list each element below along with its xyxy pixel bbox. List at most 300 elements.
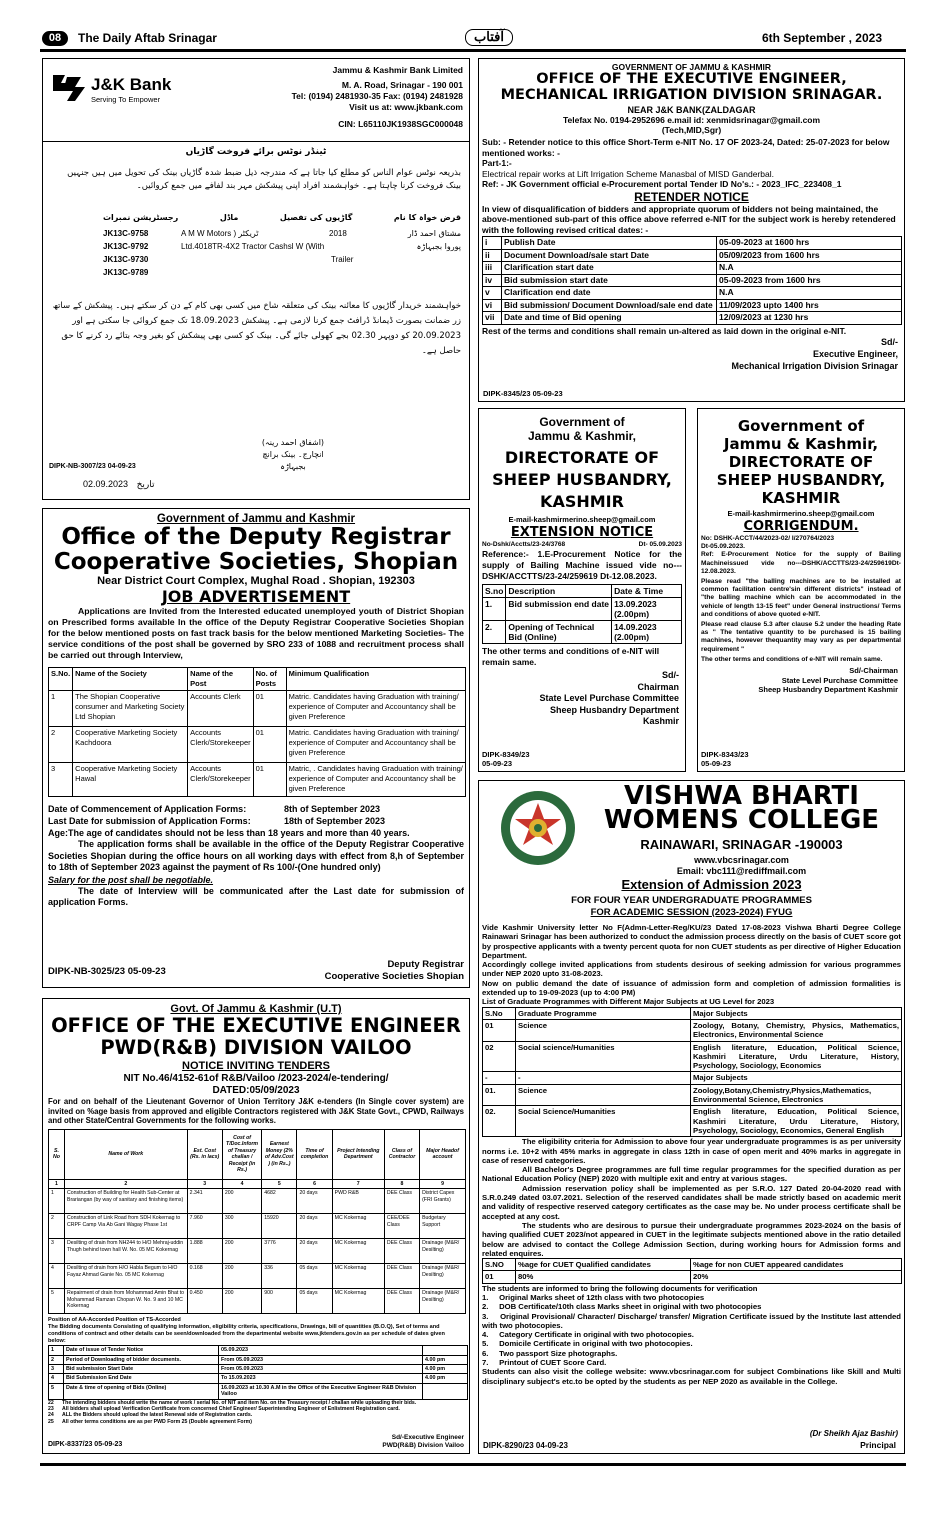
pwd-cell: 2 [49,1214,65,1239]
coop-date-1-value: 8th of September 2023 [284,804,381,814]
coop-cell: 2 [49,727,73,763]
sheep1-s1: Chairman [637,681,679,692]
college-th: Graduate Programme [516,1007,691,1019]
mech-irrigation-ad [478,58,905,402]
mech-row-item: Clarification end date [502,287,717,300]
coop-shopian-ad [42,508,470,988]
pwd-cell: 3776 [262,1239,297,1264]
vehicle-row [103,253,461,266]
sheep2-title-2: SHEEP HUSBANDRY, [716,471,886,489]
mech-row-num: i [483,237,502,250]
jkbank-ad [42,58,470,500]
paper-name: The Daily Aftab Srinagar [78,31,217,45]
pwd-sched-date: To 15.09.2023 [219,1374,423,1383]
college-p2: Accordingly college invited applications from students desirous of seeking admission for various programmes under NEP 2020 upto 31-08-2023. [482,960,901,979]
mech-row-item: Document Download/sale start Date [502,249,717,262]
pwd-th: Cost of T/Doc.Inform of Treasury challan / Receipt (in Rs.) [222,1129,261,1179]
coop-notice: JOB ADVERTISEMENT [161,587,351,606]
sheep1-s3: Sheep Husbandry Department [549,704,679,715]
coop-th: Name of the Post [188,668,253,691]
college-qh: S.NO [483,1259,516,1271]
mech-date-row [483,262,902,275]
header-rule [40,49,906,52]
mech-dates-table [482,236,902,325]
college-qr: 80% [516,1271,691,1283]
college-docs-list [482,1292,904,1368]
sheep1-cell: 2. [483,621,506,644]
masthead-logo: آفتاب [465,29,513,46]
sheep2-sign [698,666,904,695]
pwd-note-num: 25 [48,1418,54,1425]
pwd-sched-num: 2 [49,1355,64,1364]
mech-subject: Sub: - Retender notice to this office Short-Term e-NIT No. 17 OF 2023-24, Dated: 25-07-2023 for below mentioned works: - [482,137,890,158]
coop-salary: Salary for the post shall be negotiable. [48,874,214,885]
coop-near: Near District Court Complex, Mughal Road . Shopian, 192303 [97,575,415,587]
sheep-corrigendum-ad [697,408,905,772]
mech-row-item: Bid submission/ Document Download/sale end date [502,299,717,312]
sheep2-ref: Ref: E-Procurement Notice for the supply of Bailing Machineissued vide no---DSHK/ACCTTS/23-24/259619Dt-12.08.2023. [701,551,901,575]
jkbank-contact [292,65,463,130]
college-cell: English literature, Education, Political Science, Kashmiri Literature, Urdu Literature, History, Psychology, Sociology, Economics, General English [691,1106,902,1137]
college-doc-item: 3. Original Provisional/ Character/ Discharge/ transfer/ Migration Certificate issued by the Institute last attended with two photocopies. [482,1311,904,1330]
college-doc-item: 2. DOB Certificate/10th class Marks sheet in original with two photocopies [482,1302,762,1312]
pwd-sched-date: 16.09.2023 at 10.30 A.M in the Office of the Executive Engineer R&B Division Vailoo [219,1383,423,1399]
mech-date-row [483,299,902,312]
pwd-note-num: 23 [48,1406,54,1413]
sheep2-sd: Sd/-Chairman [849,666,898,676]
pwd-sched-item: Bid Submission End Date [64,1374,219,1383]
vehicle-reg: JK13C-9792 [103,242,149,251]
pwd-cell: MC Kokernag [332,1289,384,1314]
mech-row-num: iv [483,274,502,287]
mech-row-num: vii [483,312,502,325]
sheep2-govt-2: Jammu & Kashmir, [723,435,879,453]
pwd-cell: PWD R&B [332,1189,384,1214]
pwd-cell: 15920 [262,1214,297,1239]
pwd-work-row [49,1289,466,1314]
pwd-cell: DEE Class [384,1264,419,1289]
pwd-cell: 5 [49,1289,65,1314]
jkbank-cin: CIN: L65110JK1938SGC000048 [338,119,463,129]
pwd-schedule [48,1345,468,1399]
pwd-cell: 1 [49,1189,65,1214]
sheep2-notice: CORRIGENDUM. [743,519,859,534]
pwd-cell: DEE Class [384,1289,419,1314]
jkbank-visit: Visit us at: www.jkbank.com [349,102,463,112]
college-final: Students can also visit the college website: www.vbcsrinagar.com for subject Combinations like Skill and Multi disciplinary subject's etc.to be opted by the students as per NEP 2020 as available in the College. [482,1367,901,1386]
coop-cell: 01 [253,763,286,797]
college-cell: English literature, Education, Political Science, Kashmiri Literature, Urdu Literature, History, Psychology, Sociology, Economics [691,1041,902,1072]
pwd-ref: DIPK-8337/23 05-09-23 [48,1441,123,1448]
sheep1-title-3: KASHMIR [540,492,624,511]
sheep2-dt: Dt-05.09.2023. [701,543,745,551]
sheep1-other: The other terms and conditions of e-NIT will remain same. [482,646,660,667]
coop-cell: Matric. Candidates having Graduation with training/ experience of Computer and Accountancy shall be given Preference [286,691,465,727]
mech-date-row [483,287,902,300]
college-th: S.No [483,1007,516,1019]
college-principal: Principal [860,1440,896,1450]
jkbank-emblem-icon [51,71,87,105]
pwd-cell: MC Kokernag [332,1239,384,1264]
mech-ref: Ref: - JK Government official e-Procurement portal Tender ID No's.: - 2023_IFC_223408_1 [482,179,842,189]
pwd-vailoo-ad [42,998,470,1454]
pwd-sched-item: Bid submission Start Date [64,1365,219,1374]
mech-telefax: Telefax No. 0194-2952696 e.mail id: xenmidsrinagar@gmail.com [562,115,821,125]
sheep1-cell: Opening of Technical Bid (Online) [506,621,612,644]
pwd-col-num: 9 [420,1179,466,1188]
pwd-sched-time: 4.00 pm [423,1365,468,1374]
mech-row-value: 11/09/2023 upto 1400 hrs [717,299,902,312]
pwd-cell: 200 [222,1239,261,1264]
pwd-sched-time [423,1346,468,1355]
mech-row-item: Clarification start date [502,262,717,275]
college-extension: Extension of Admission 2023 [621,877,802,892]
pwd-work-row [49,1264,466,1289]
jkbank-urdu-body: خواہشمند خریدار گاڑیوں کا معائنہ بینک کی متعلقہ شاخ میں کسی بھی کام کے دن کر سکتے ہیں۔ پیشکش کے ساتھ زر ضمانت بصورت ڈیمانڈ ڈرافٹ جمع کرنا لازمی ہے۔ پیشکش 18.09.2023 تک جمع کروائی جا سکتی ہے اور 20.09.2023 کو دوپہر 02.30 بجے کھولی جائے گی۔ بینک کو کسی بھی پیشکش کو بغیر وجہ بتائے رد کرنے کا حق حاصل ہے۔ [52,301,461,356]
pwd-th: Major Headof account [420,1129,466,1179]
sheep2-title-3: KASHMIR [761,489,841,507]
coop-cell: 1 [49,691,73,727]
pwd-note-text: All bidders shall upload Verification Certificate from concerned Chief Engineer/ Superintending Engineer of Enlistment Registration card. [62,1406,400,1413]
college-list: List of Graduate Programmes with Different Major Subjects at UG Level for 2023 [482,997,775,1007]
jkbank-header-rule [43,141,469,142]
mech-title-1: OFFICE OF THE EXECUTIVE ENGINEER, [536,71,847,87]
coop-cell: Accounts Clerk/Storekeeper [188,727,253,763]
pwd-cell: 20 days [297,1189,332,1214]
sheep1-notice: EXTENSION NOTICE [510,525,654,540]
sheep1-table [482,584,682,644]
jkbank-signer-place: بجبہاڑہ [280,462,306,471]
pwd-sched-num: 5 [49,1383,64,1399]
coop-table [48,667,466,797]
sheep2-ref-2: 05-09-23 [701,759,732,768]
coop-th: Name of the Society [73,668,188,691]
vh-desc: گاڑیوں کی تفصیل [279,213,353,222]
pwd-sched-item: Date of issue of Tender Notice [64,1346,219,1355]
pwd-cell: MC Kokernag [332,1264,384,1289]
coop-date-1-label: Date of Commencement of Application Forms: [48,804,247,814]
mech-row-value: 12/09/2023 at 1230 hrs [717,312,902,325]
coop-date-2-value: 18th of September 2023 [284,816,386,826]
vehicle-desc: Trailer [331,255,354,264]
sheep1-cell: Bid submission end date [506,598,612,621]
pwd-note-text: ALL the Bidders should upload the latest Renewal side of Registration cards. [62,1412,253,1419]
mech-row-value: N.A [717,287,902,300]
vishwa-bharti-ad [478,780,905,1454]
sheep2-p1: Please read "the balling machines are to be installed at common facilitation centre'sin different districts" instead of "the balling machine which can be accommodated in the vehicle of length 13-15 feet" under General instructions/ Terms and conditions of above quoted e-NIT. [701,578,901,618]
pwd-sched-num: 3 [49,1365,64,1374]
pwd-work-row [49,1189,466,1214]
pwd-th: Time of completion [297,1129,332,1179]
sheep1-cell: 14.09.2023 (2.00pm) [612,621,682,644]
pwd-cell: 0.450 [187,1289,222,1314]
pwd-sched-row [49,1365,468,1374]
jkbank-ref: DIPK-NB-3007/23 04-09-23 [49,463,136,470]
pwd-sched-date: From 05.09.2023 [219,1365,423,1374]
pwd-col-num: 5 [262,1179,297,1188]
mech-row-item: Bid submission start date [502,274,717,287]
college-qr: 01 [483,1271,516,1283]
pwd-col-num: 7 [332,1179,384,1188]
pwd-intro: For and on behalf of the Lieutenant Governor of Union Territory J&K e-tenders (In Single cover system) are invited on %age basis from approved and eligible Contractors registered with J&K State Govt., CPWD, Railways and other State/Central Governments for the following works. [48,1097,464,1126]
vehicle-row [103,240,461,253]
sheep1-s2: State Level Purchase Committee [539,693,679,703]
jkbank-address: M. A. Road, Srinagar - 190 001 [341,80,463,90]
vehicle-desc: A M W Motors ) ٹریکٹر [181,229,259,238]
pwd-cell: Construction of Building for Health Sub-Center at Brariangan (by way of sanitary and finishing items) [64,1189,187,1214]
vehicle-row [103,266,461,279]
pwd-th: Project Intending Department [332,1129,384,1179]
mech-sign-1: Executive Engineer, [812,349,898,359]
pwd-col-num: 4 [222,1179,261,1188]
jkbank-signer-title: انچارج۔ بینک برانچ [262,450,324,459]
college-e3: Admission reservation policy shall be implemented as per S.R.O. 127 Dated 20-04-2020 read with S.R.0.249 dated 03.07.2021. Selection of the reserved candidates shall be made strictly based on academic merit and validity of respective reserved category certificates as the case may be. No under process certificate shall be accepted at any cost. [482,1183,901,1221]
pwd-cell: 1.888 [187,1239,222,1264]
coop-date-2-label: Last Date for submission of Application Forms: [48,816,251,826]
college-quota-table [482,1258,902,1284]
coop-cell: Matric. Candidates having Graduation with training/ experience of Computer and Accountancy shall be given Preference [286,727,465,763]
college-cell: Social Science/Humanities [516,1106,691,1137]
pwd-notice: NOTICE INVITING TENDERS [182,1060,330,1072]
pwd-cell: 20 days [297,1214,332,1239]
college-programmes-table [482,1007,902,1138]
pwd-cell: 05 days [297,1289,332,1314]
mech-sign [479,336,904,372]
pwd-sched-row [49,1383,468,1399]
coop-title-1: Office of the Deputy Registrar [61,524,451,550]
coop-interview: The date of Interview will be communicated after the Last date for submission of application Forms. [48,885,464,907]
mech-row-value: 05-09-2023 from 1600 hrs [717,274,902,287]
mech-para: In view of disqualification of bidders and appropriate quorum of bidders not being maintained, the above-mentioned sub-part of this office above referred e-NIT for the subject work is hereby retendered with the following revised critical dates: - [482,203,896,235]
jkbank-tagline: Serving To Empower [91,95,161,104]
sheep1-title-2: SHEEP HUSBANDRY, [492,470,672,489]
mech-sign-2: Mechanical Irrigation Division Srinagar [731,361,898,371]
jkbank-signer: (اشفاق احمد رینہ) [261,438,325,447]
coop-th: No. of Posts [253,668,286,691]
college-doc-item: 5. Domicile Certificate in original with two photocopies. [482,1339,693,1349]
pwd-nit: NIT No.46/4152-61of R&B/Vailoo /2023-2024/e-tendering/ [123,1073,389,1084]
college-web: www.vbcsrinagar.com [694,855,789,865]
pwd-cell: 0.168 [187,1264,222,1289]
pwd-th: Name of Work [64,1129,187,1179]
college-address: RAINAWARI, SRINAGAR -190003 [640,837,843,852]
pwd-work-row [49,1214,466,1239]
college-doc-item: 4. Category Certificate in original with two photocopies. [482,1330,694,1340]
issue-date: 6th September , 2023 [761,31,882,45]
college-cell: 02. [483,1106,516,1137]
sheep2-p3: The other terms and conditions of e-NIT will remain same. [701,655,883,663]
jkbank-date-label: تاریخ [136,479,155,489]
pwd-cell: 20 days [297,1239,332,1264]
pwd-notes [43,1400,469,1426]
coop-date-1 [48,803,464,815]
jkbank-date: 02.09.2023 [83,479,129,489]
pwd-title-2: PWD(R&B) DIVISION VAILOO [100,1036,412,1059]
sheep1-reference: Reference:- 1.E-Procurement Notice for the supply of Bailing Machine issued vide no--- DSHK/ACCTTS/23-24/259619 Dt-12.08.2023. [482,549,682,581]
sheep-extension-ad [478,408,686,772]
college-docs-intro: The students are informed to bring the following documents for verification [482,1283,758,1293]
sheep1-sign [479,670,685,728]
coop-th: S.No. [49,668,73,691]
jkbank-urdu-title: ٹینڈر نوٹس برائے فروخت گاڑیاں [185,147,327,157]
pwd-cell: 300 [222,1214,261,1239]
vehicle-reg: JK13C-9730 [103,255,149,264]
pwd-col-num: 3 [187,1179,222,1188]
pwd-govt: Govt. Of Jammu & Kashmir (U.T) [170,1003,342,1015]
pwd-cell: 3 [49,1239,65,1264]
mech-row-value: 05-09-2023 at 1600 hrs [717,237,902,250]
pwd-title-1: OFFICE OF THE EXECUTIVE ENGINEER [51,1014,461,1037]
coop-sign-1: Deputy Registrar [387,959,464,970]
pwd-cell: 200 [222,1189,261,1214]
pwd-th: Est. Cost (Rs. in lacs) [187,1129,222,1179]
pwd-sched-num: 1 [49,1346,64,1355]
coop-cell: Cooperative Marketing Society Kachdoora [73,727,188,763]
college-seal-icon [499,789,577,867]
pwd-cell: 200 [222,1264,261,1289]
sheep1-email: E-mail-kashmirmerino.sheep@gmail.com [508,515,656,524]
pwd-work-row [49,1239,466,1264]
college-e2: All Bachelor's Degree programmes are full time regular programmes for the specified duration as per National Education Policy (NEP) 2020 with multiple exit and entry at various stages. [482,1165,901,1184]
college-qr: 20% [691,1271,902,1283]
college-cell: Science [516,1084,691,1106]
sheep1-title-1: DIRECTORATE OF [504,448,660,467]
college-for-2: FOR ACADEMIC SESSION (2023-2024) FYUG [590,907,793,918]
pwd-note-text: The intending bidders should write the name of work / serial No. of NIT and item No. on the Treasury receipt / challan while uploading their bids. [62,1399,417,1406]
college-qh: %age for CUET Qualified candidates [516,1259,691,1271]
pwd-sign-2: PWD(R&B) Division Vailoo [382,1442,464,1449]
sheep1-ref [482,750,530,768]
vehicle-desc: Ltd.4018TR-4X2 Tractor Cashsl W (With [181,242,325,251]
coop-title-2: Cooperative Societies, Shopian [53,549,459,575]
mech-notice-title: RETENDER NOTICE [634,189,749,204]
pwd-cell: Budgetary Support [420,1214,466,1239]
vehicle-model: 2018 [329,229,347,238]
college-title-2: WOMENS COLLEGE [603,805,880,835]
coop-sign [325,959,464,983]
mech-title-2: MECHANICAL IRRIGATION DIVISION SRINAGAR. [500,87,883,103]
college-cell: Major Subjects [691,1072,902,1084]
pwd-note-num: 24 [48,1412,54,1419]
pwd-sched-item: Period of Downloading of bidder documents. [64,1355,219,1364]
jkbank-signature-block [213,437,373,473]
coop-govt: Government of Jammu and Kashmir [156,513,356,525]
pwd-sched-time: 4.00 pm [423,1374,468,1383]
sheep2-ref-1: DIPK-8343/23 [701,750,749,759]
vehicle-owner: پوروا بجبہاڑہ [416,242,461,251]
pwd-cell: CEE/DEE Class [384,1214,419,1239]
pwd-col-num: 6 [297,1179,332,1188]
college-cell: Zoology,Botany,Chemistry,Physics,Mathematics, Environmental Science, Electronics [691,1084,902,1106]
pwd-note [48,1419,464,1425]
pwd-cell: 05 days [297,1264,332,1289]
jkbank-logo [51,69,181,109]
vehicle-row [103,227,461,240]
pwd-sched-item: Date & time of opening of Bids (Online) [64,1383,219,1399]
mech-row-value: 05/09/2023 from 1600 hrs [717,249,902,262]
mech-part: Part-1:- [482,158,512,168]
college-cell: 01 [483,1019,516,1041]
pwd-cell: 4 [49,1264,65,1289]
jkbank-urdu-intro: بذریعہ نوٹس عوام الناس کو مطلع کیا جاتا ہے کہ مندرجہ ذیل ضبط شدہ گاڑیاں بینک کی تحویل میں ہیں جنہیں بینک فروخت کرنا چاہتا ہے۔ خواہشمند افراد اپنی پیشکش مہر بند لفافے میں جمع کروائیں۔ [67,168,461,191]
footer-rule [40,1463,906,1466]
coop-cell: 3 [49,763,73,797]
coop-cell: 01 [253,727,286,763]
vh-name: قرض خواہ کا نام [393,213,461,222]
sheep1-sd: Sd/- [662,670,679,680]
page-header [40,31,906,47]
jkbank-vehicle-header [103,211,461,224]
pwd-sign-1: Sd/-Executive Engineer [391,1434,464,1441]
mech-row-num: v [483,287,502,300]
sheep2-s2: Sheep Husbandry Department Kashmir [758,685,898,695]
sheep1-ref-2: 05-09-23 [482,759,513,768]
coop-cell: Cooperative Marketing Society Hawal [73,763,188,797]
mech-date-row [483,249,902,262]
college-cell: - [516,1072,691,1084]
sheep2-no: No: DSHK-ACCT/44/2023-02/ I/270764/2023 [701,535,835,542]
coop-avail: The application forms shall be available in the office of the Deputy Registrar Cooperative Societies Shopian during the office hours on all working days with effect from 8,h of September to 18th of September 2023 against the payment of Rs 100/-(One hundred only) [48,839,464,872]
pwd-cell: 336 [262,1264,297,1289]
sheep1-th-sno: S.no [483,585,506,598]
college-qh: %age for non CUET appeared candidates [691,1259,902,1271]
mech-date-row [483,237,902,250]
mech-work: Electrical repair works at Lift Irrigation Scheme Manasbal of MISD Ganderbal. [482,168,774,179]
pwd-sched-row [49,1346,468,1355]
pwd-cell: Drainage (M&R/ Desilting) [420,1264,466,1289]
college-doc-item: 7. Printout of CUET Score Card. [482,1358,607,1368]
pwd-th: Class of Contractor [384,1129,419,1179]
college-th: Major Subjects [691,1007,902,1019]
pwd-cell: 4682 [262,1189,297,1214]
college-e4: The students who are desirous to pursue their undergraduate programmes 2023-2024 on the basis of having qualified CUET 2023/not appeared in CUET in the legitimate subjects mentioned above in the ratio detailed below are advised to contact the College Admission Section, during working hours for Admission forms and related enquires. [482,1220,901,1258]
pwd-bid: The Bidding documents Consisting of qualifying information, eligibility criteria, specifications, Drawings, bill of quantities (B.O.Q), Set of terms and conditions of contract and other details can be seen/downloaded from the departmental website www.jktenders.gov.in as per schedule of dates given below: [48,1324,445,1345]
pwd-position: Position of AA-Accorded Position of TS-Accorded [48,1317,181,1324]
sheep2-p2: Please read clause 5.3 after clause 5.2 under the heading Rate as " The tentative quantity to be purchased is 15 bailing machines, however thequantity may vary as per departmental requirement " [701,621,901,653]
college-cell: Social science/Humanities [516,1041,691,1072]
pwd-col-num: 1 [49,1179,65,1188]
sheep1-no-line [479,541,685,549]
vh-model: ماڈل [219,213,239,222]
college-signer: (Dr Sheikh Ajaz Bashir) [809,1429,898,1438]
coop-ref: DIPK-NB-3025/23 05-09-23 [48,966,166,977]
mech-row-num: iii [483,262,502,275]
college-title-1: VISHWA BHARTI [624,781,859,811]
college-for-1: FOR FOUR YEAR UNDERGRADUATE PROGRAMMES [571,895,812,906]
sheep2-title-1: DIRECTORATE OF [728,453,874,471]
mech-govt: GOVERNMENT OF JAMMU & KASHMIR [611,62,772,72]
jkbank-name: Jammu & Kashmir Bank Limited [332,65,463,75]
coop-cell: Matric, . Candidates having Graduation with training/ experience of Computer and Accountancy shall be given Preference [286,763,465,797]
mech-sd: Sd/- [881,337,898,347]
vehicle-reg: JK13C-9758 [103,229,149,238]
sheep1-th-date: Date & Time [612,585,682,598]
jkbank-vehicle-table [103,211,461,279]
sheep2-body [698,535,904,664]
coop-dates [43,803,469,839]
jkbank-date-line [83,479,154,490]
mech-date-row [483,312,902,325]
pwd-works-table [48,1129,466,1314]
coop-cell: 01 [253,691,286,727]
mech-row-num: vi [483,299,502,312]
coop-sign-2: Cooperative Societies Shopian [324,971,464,982]
college-e1: The eligibility criteria for Admission to above four year undergraduate programmes is as per university norms i.e. 10+2 with 45% marks in aggregate in class 12th in case of open merit and 40% marks in aggregate in case of reserved categories. [482,1137,901,1165]
college-body [482,923,904,1386]
college-cell: 02 [483,1041,516,1072]
pwd-note-text: All other terms conditions are as per PWD Form 25 (Double agreement Form) [62,1418,252,1425]
college-cell: - [483,1072,516,1084]
